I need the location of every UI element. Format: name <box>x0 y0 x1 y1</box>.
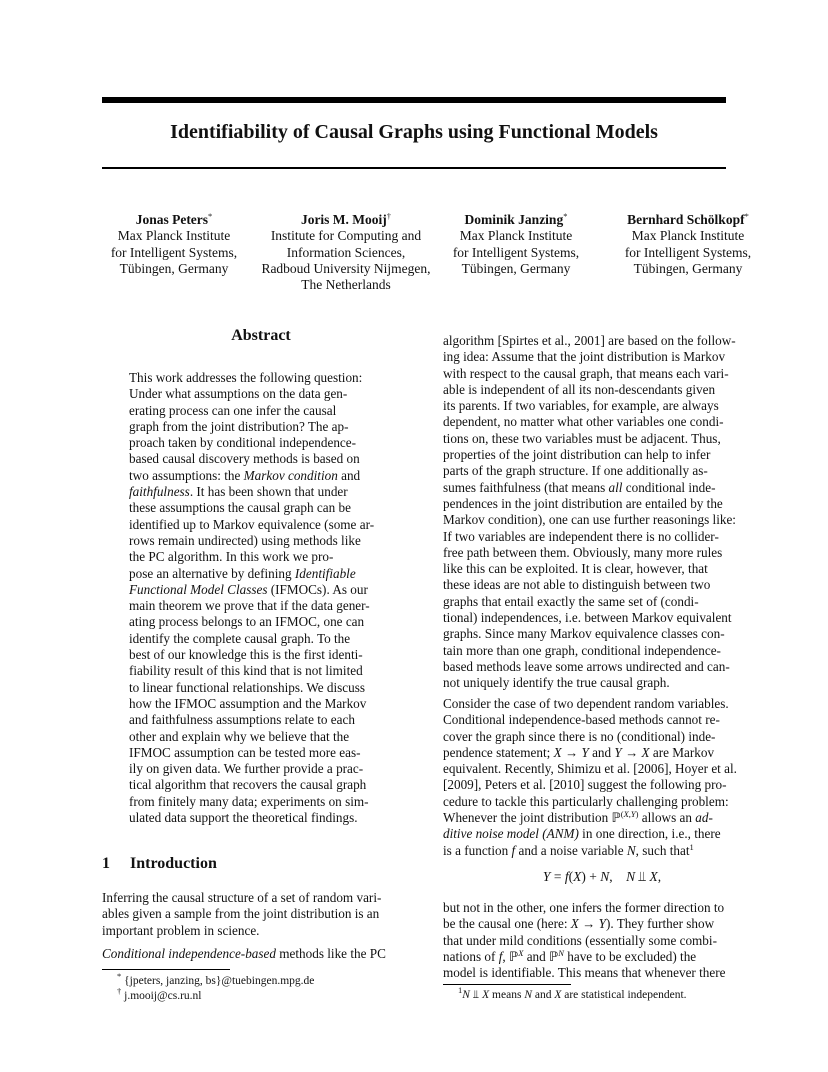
author-affiliation-line: Tübingen, Germany <box>119 260 229 276</box>
body-line: that under mild conditions (essentially some combi- <box>443 932 717 948</box>
body-line: free path between them. Obviously, many more rules <box>443 544 723 560</box>
section-heading <box>102 855 217 873</box>
body-line: these ideas are not able to distinguish between two <box>443 577 711 593</box>
author-mark: † <box>386 211 392 221</box>
body-line: model is identifiable. This means that whenever there <box>443 965 726 981</box>
abstract-line: other and explain why we believe that the <box>129 728 350 744</box>
body-line: dependent, no matter what other variables one condi- <box>443 414 724 430</box>
body-line: If two variables are independent there is no collider- <box>443 528 719 544</box>
author-affiliation-line: Max Planck Institute <box>459 228 573 244</box>
section-title: Introduction <box>130 855 217 872</box>
body-paragraph <box>443 333 761 692</box>
body-line: graphs that entail exactly the same set of (condi- <box>443 593 699 609</box>
author-mark: * <box>563 211 568 221</box>
author-block <box>250 212 442 293</box>
body-line: sumes faithfulness (that means all conditional inde- <box>443 479 716 495</box>
intro-line: ables given a sample from the joint distribution is an <box>102 906 380 922</box>
body-line: Conditional independence-based methods cannot re- <box>443 712 720 728</box>
abstract-line: identify the complete causal graph. To the <box>129 630 351 646</box>
author-mark: * <box>208 211 213 221</box>
body-line: based methods leave some arrows undirected and can- <box>443 658 730 674</box>
body-line: with respect to the causal graph, that means each vari- <box>443 365 729 381</box>
body-line: equivalent. Recently, Shimizu et al. [2006], Hoyer et al. <box>443 761 737 777</box>
body-line: tions on, these two variables must be adjacent. Thus, <box>443 430 721 446</box>
body-line: tain more than one graph, conditional independence- <box>443 642 721 658</box>
footnote-mark: † <box>117 985 122 996</box>
author-block <box>442 212 590 277</box>
author-affiliation-line: Max Planck Institute <box>117 228 231 244</box>
abstract-heading: Abstract <box>231 327 291 344</box>
author-affiliation-line: Radboud University Nijmegen, <box>261 260 431 276</box>
body-line: its parents. If two variables, for example, are always <box>443 398 719 414</box>
abstract-line: main theorem we prove that if the data gener- <box>129 598 370 614</box>
paper-title: Identifiability of Causal Graphs using Functional Models <box>170 121 658 143</box>
body-line: Markov condition), one can use further reasonings like: <box>443 512 736 528</box>
abstract-line: and faithfulness assumptions relate to each <box>129 712 355 728</box>
abstract-line: graph from the joint distribution? The ap- <box>129 418 349 434</box>
footnote-mark: * <box>117 971 122 981</box>
abstract-body <box>129 370 393 826</box>
body-line: is a function f and a noise variable N, such that$^1$ <box>443 841 694 858</box>
abstract-line: identified up to Markov equivalence (some ar- <box>129 516 375 532</box>
author-block <box>100 212 248 277</box>
body-line: properties of the joint distribution can help to infer <box>443 447 711 463</box>
footnote-text: N ⫫ X means N and X are statistical independent. <box>462 989 687 1001</box>
section-number: 1 <box>102 855 110 872</box>
author-mark: * <box>744 211 749 221</box>
abstract-line: ating process belongs to an IFMOC, one can <box>129 614 365 630</box>
footnote-mark: 1 <box>458 985 463 995</box>
author-name: Bernhard Schölkopf <box>627 212 745 227</box>
abstract-line: these assumptions the causal graph can be <box>129 500 351 516</box>
author-affiliation-line: Tübingen, Germany <box>633 260 743 276</box>
intro-line: important problem in science. <box>102 922 260 938</box>
abstract-line: the PC algorithm. In this work we pro- <box>129 549 334 565</box>
intro-paragraph <box>102 890 420 939</box>
author-affiliation-line: for Intelligent Systems, <box>110 244 238 260</box>
footnote <box>117 985 314 1004</box>
author-affiliation-line: Max Planck Institute <box>631 228 745 244</box>
body-paragraph <box>443 900 761 981</box>
abstract-line: proach taken by conditional independence- <box>129 435 357 451</box>
author-block <box>612 212 764 277</box>
body-line: cedure to tackle this particularly challenging problem: <box>443 793 729 809</box>
abstract-line: tical algorithm that recovers the causal graph <box>129 777 367 793</box>
body-line: nations of f, ℙ$^X$ and ℙ$^N$ have to be excluded) the <box>443 947 697 964</box>
title-rule-top <box>102 97 726 103</box>
body-line: graphs. Since many Markov equivalence classes con- <box>443 626 725 642</box>
footnote-rule <box>102 969 230 970</box>
abstract-line: This work addresses the following question: <box>129 370 363 385</box>
body-paragraph <box>443 696 761 859</box>
body-line: Whenever the joint distribution ℙ$^{(X,Y)}$ allows an ad- <box>443 809 713 826</box>
abstract-line: how the IFMOC assumption and the Markov <box>129 695 367 711</box>
intro-paragraph <box>102 946 420 962</box>
body-line: pendences in the joint distribution are entailed by the <box>443 495 723 511</box>
intro-line: Inferring the causal structure of a set of random vari- <box>102 890 382 905</box>
body-line: not uniquely identify the true causal graph. <box>443 675 670 691</box>
abstract-line: from finitely many data; experiments on sim- <box>129 793 369 809</box>
abstract-line: erating process can one infer the causal <box>129 402 337 418</box>
body-line: [2009], Peters et al. [2010] suggest the following pro- <box>443 777 727 793</box>
abstract-line: ulated data support the theoretical findings. <box>129 810 358 826</box>
title-rule-bottom <box>102 167 726 169</box>
abstract-line: rows remain undirected) using methods like <box>129 532 361 548</box>
body-line: able is independent of all its non-descendants given <box>443 381 716 397</box>
body-line: algorithm [Spirtes et al., 2001] are based on the follow- <box>443 333 736 348</box>
footnote-text: {jpeters, janzing, bs}@tuebingen.mpg.de <box>124 975 315 987</box>
abstract-line: based causal discovery methods is based on <box>129 451 360 467</box>
body-line: pendence statement; X → Y and Y → X are Markov <box>443 744 715 760</box>
body-line: Consider the case of two dependent random variables. <box>443 696 729 711</box>
abstract-line: fiability result of this kind that is not limited <box>129 663 363 679</box>
abstract-line: IFMOC assumption can be tested more eas- <box>129 744 361 760</box>
author-affiliation-line: Institute for Computing and <box>270 228 422 244</box>
abstract-line: pose an alternative by defining Identifiable <box>129 565 356 581</box>
author-name: Dominik Janzing <box>464 212 564 227</box>
body-line: cover the graph since there is no (conditional) inde- <box>443 728 716 744</box>
abstract-line: two assumptions: the Markov condition and <box>129 467 361 483</box>
author-affiliation-line: Tübingen, Germany <box>461 260 571 276</box>
body-line: ditive noise model (ANM) in one direction, i.e., there <box>443 826 721 842</box>
body-line: parts of the graph structure. If one additionally as- <box>443 463 708 479</box>
abstract-line: Functional Model Classes (IFMOCs). As our <box>129 581 368 597</box>
body-line: but not in the other, one infers the former direction to <box>443 900 725 915</box>
author-affiliation-line: Information Sciences, <box>286 244 406 260</box>
abstract-line: to linear functional relationships. We discuss <box>129 679 366 695</box>
footnote <box>458 985 687 1003</box>
author-affiliation-line: for Intelligent Systems, <box>452 244 580 260</box>
abstract-line: best of our knowledge this is the first identi- <box>129 647 363 663</box>
author-name: Jonas Peters <box>135 212 209 227</box>
author-affiliation-line: for Intelligent Systems, <box>624 244 752 260</box>
equation: Y = f(X) + N, N ⫫ X, <box>542 869 662 884</box>
body-line: ing idea: Assume that the joint distribution is Markov <box>443 349 726 365</box>
body-line: be the causal one (here: X → Y). They further show <box>443 916 715 932</box>
intro-line: Conditional independence-based methods like the PC <box>102 946 386 961</box>
abstract-line: ily on given data. We further provide a prac- <box>129 761 364 777</box>
body-line: like this can be exploited. It is clear, however, that <box>443 561 708 577</box>
author-affiliation-line: The Netherlands <box>301 277 391 293</box>
body-line: tional) independences, i.e. between Markov equivalent <box>443 610 732 626</box>
footnote <box>117 971 315 989</box>
footnote-list <box>117 971 315 1003</box>
footnote-text: j.mooij@cs.ru.nl <box>124 989 202 1002</box>
abstract-line: faithfulness. It has been shown that under <box>129 484 348 500</box>
abstract-line: Under what assumptions on the data gen- <box>129 386 348 402</box>
author-name: Joris M. Mooij <box>300 212 387 227</box>
